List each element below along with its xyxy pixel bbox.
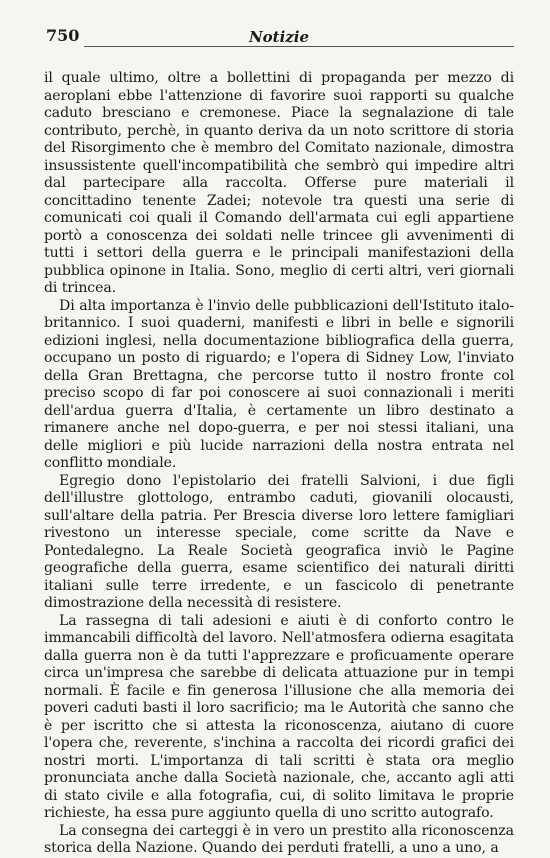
running-title: Notizie	[248, 28, 310, 46]
paragraph: Egregio dono l'epistolario dei fratelli Salvioni, i due figli dell'illustre glottologo, entrambo caduti, giovanili olocausti, sull'altare della patria. Per Brescia diverse loro lettere famigliari rivestono un interesse speciale, come scritte da Nave e Pontedalegno. La Reale Società geografica inviò le Pagine geografiche della guerra, esame scientifico dei naturali diritti italiani sulle terre irredente, e un fascicolo di penetrante dimostrazione della necessità di resistere.	[44, 472, 514, 611]
paragraph: La consegna dei carteggi è in vero un prestito alla riconoscenza storica della Nazione. Quando dei perduti fratelli, a uno a uno, a	[44, 822, 514, 856]
header-rule	[84, 46, 514, 47]
paragraph: Di alta importanza è l'invio delle pubblicazioni dell'Istituto italo-britannico. I suoi quaderni, manifesti e libri in belle e signorili edizioni inglesi, nella documentazione bibliografica della guerra, occupano un posto di riguardo; e l'opera di Sidney Low, l'inviato della Gran Brettagna, che percorse tutto il nostro fronte col preciso scopo di far poi conoscere ai suoi connazionali i meriti dell'ardua guerra d'Italia, è certamente un libro destinato a rimanere anche nel dopo-guerra, e per noi stessi italiani, una delle migliori e più lucide narrazioni della nostra entrata nel conflitto mondiale.	[44, 297, 514, 471]
paragraph: il quale ultimo, oltre a bollettini di propaganda per mezzo di aeroplani ebbe l'attenzione di favorire suoi rapporti su qualche caduto bresciano e cremonese. Piace la segnalazione di tale contributo, perchè, in quanto deriva da un noto scrittore di storia del Risorgimento che è membro del Comitato nazionale, dimostra insussistente quell'incompatibilità che sembrò qui impedire altri dal partecipare alla raccolta. Offerse pure materiali il concittadino tenente Zadei; notevole tra questi una serie di comunicati coi quali il Comando dell'armata cui egli appartiene portò a conoscenza dei soldati nelle trincee gli avvenimenti di tutti i settori della guerra e le principali manifestazioni della pubblica opinone in Italia. Sono, meglio di certi altri, veri giornali di trincea.	[44, 70, 514, 296]
article-body	[44, 70, 514, 858]
paragraph: La rassegna di tali adesioni e aiuti è di conforto contro le immancabili difficoltà del lavoro. Nell'atmosfera odierna esagitata dalla guerra non è da tutti l'apprezzare e proficuamente operare circa un'impresa che sarebbe di delicata attuazione pur in tempi normali. È facile e fin generosa l'illusione che alla memoria dei poveri caduti basti il loro sacrificio; ma le Autorità che sanno che è per iscritto che si attesta la riconoscenza, aiutano di cuore l'opera che, reverente, s'inchina a raccolta dei ricordi grafici dei nostri morti. L'importanza di tali scritti è stata ora meglio pronunciata anche dalla Società nazionale, che, accanto agli atti di stato civile e alla fotografia, cui, di solito limitava le proprie richieste, ha essa pure aggiunto quella di uno scritto autografo.	[44, 612, 514, 821]
page-number: 750	[46, 26, 80, 45]
page-header	[44, 0, 514, 50]
